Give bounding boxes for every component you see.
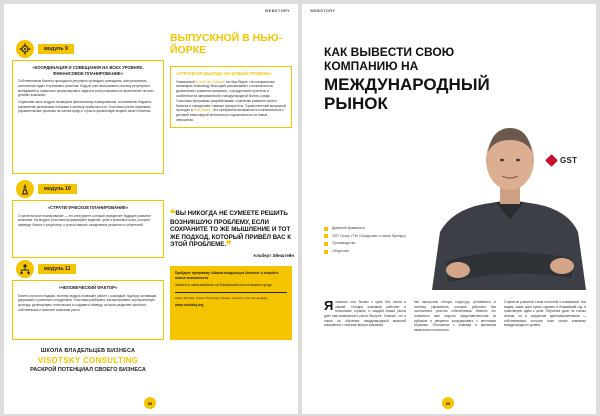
module11-header	[16, 260, 76, 278]
quote-open-icon: ❝	[170, 209, 176, 220]
logo-mark-icon	[545, 154, 558, 167]
module10-box	[12, 200, 164, 258]
user-icon	[324, 227, 328, 231]
person-info	[324, 226, 436, 257]
person-info-row: Общество	[324, 249, 436, 254]
running-header: WEBSTORY	[310, 8, 336, 13]
drop-cap: Я	[324, 298, 334, 313]
module11-text: Бизнес строится людьми, поэтому модуль посвящён работе с командой: подбору, мотивации, удержанию и развитию сотрудников. Участники разбирают, как выстраивать корпоративную культуру, делегировать полномочия и создавать команду, которая разделяет ценности собственника и помогает компании расти.	[18, 293, 158, 312]
ny-box-text: Уникальный «Level Up» тренинг на Нью-Йорке. На специальных семинарах Александр Высоцкий рассказывает о возможностях дальнейшего развития компании, о продуктовой стратегии и особенностях американской и международной бизнес-среды. Участники программы разрабатывают стратегию развития своего бизнеса и определяют главные приоритеты. Торжественный выпускной проходит в Нью-Йорке. Это прекрасная возможность познакомиться с деловой атмосферой мегаполиса и вдохновиться на новые свершения.	[176, 79, 286, 122]
promo-divider	[175, 292, 287, 293]
quote-text: ❝ВЫ НИКОГДА НЕ СУМЕЕТЕ РЕШИТЬ ВОЗНИКШУЮ ПРОБЛЕМУ, ЕСЛИ СОХРАНИТЕ ТО ЖЕ МЫШЛЕНИЕ И ТОТ ЖЕ ПОДХОД, КОТОРЫЙ ПРИВЁЛ ВАС К ЭТОЙ ПРОБЛЕМЕ.❞	[170, 209, 292, 252]
article-column-2: Мы выстроили чёткую структуру, регламенты и систему управления, которые работают без постоянного участия собственника. Именно это позволило нам открыть представительства за рубежом и уверенно конкурировать с местными игроками. Отношение к команде и финансам изменилось полностью.	[414, 300, 496, 332]
portrait-photo	[422, 112, 596, 290]
quote-block	[170, 210, 294, 258]
person-info-row: Производство	[324, 241, 436, 246]
module10-header	[16, 180, 77, 198]
running-header: WEBSTORY	[264, 8, 290, 13]
ny-box	[170, 66, 292, 128]
brand-name: VISOTSKY CONSULTING	[37, 356, 139, 365]
module11-box	[12, 280, 164, 340]
module10-text: Стратегическое планирование — это инструмент, который определяет будущее развитие компании. На модуле участники формулируют видение, цели и ключевые шаги, которые приведут бизнес к результату, и учатся сверять ежедневные решения со стратегией.	[18, 213, 151, 227]
right-page	[302, 4, 596, 414]
module9-paragraph: Собственникам бизнеса приходится регулярно проводить совещания, контролировать исполнение задач и принимать решения. Модуль учит выстраивать систему регулярного менеджмента, правильно формулировать задачи и контролировать их выполнение на всех уровнях компании.	[18, 79, 154, 98]
module10-title: «СТРАТЕГИЧЕСКОЕ ПЛАНИРОВАНИЕ»	[47, 205, 129, 210]
article-title-line2: МЕЖДУНАРОДНЫЙ РЫНОК	[324, 75, 490, 113]
location-icon	[324, 250, 328, 254]
industry-icon	[324, 242, 328, 246]
module9-badge: модуль 9	[38, 44, 74, 54]
left-page	[4, 4, 298, 414]
module11-badge: модуль 11	[38, 264, 76, 274]
page-number: 68	[144, 397, 156, 409]
quote-author: Альберт Эйнштейн	[253, 253, 294, 259]
promo-box	[170, 266, 292, 340]
company-icon	[324, 234, 328, 238]
module9-paragraph: Отдельная часть модуля посвящена финансовому планированию: составлению бюджета, управлению денежными потоками и анализу прибыльности. Участники учатся принимать управленческие решения на основе цифр и строить финансовую модель своего бизнеса.	[18, 99, 153, 114]
module10-badge: модуль 10	[38, 184, 77, 194]
promo-website-link[interactable]: www.visotsky.org	[175, 303, 204, 308]
page-number: 69	[442, 397, 454, 409]
company-logo	[547, 156, 577, 165]
module9-title: «КООРДИНАЦИЯ И СОВЕЩАНИЯ НА ВСЕХ УРОВНЯХ. ФИНАНСОВОЕ ПЛАНИРОВАНИЕ»	[32, 65, 144, 76]
promo-cities: Киев, Москва, Санкт-Петербург, Минск, Алматы, Ростов-на-Дону	[175, 295, 268, 300]
school-slogan: РАСКРОЙ ПОТЕНЦИАЛ СВОЕГО БИЗНЕСА	[30, 367, 146, 373]
person-hierarchy-icon	[16, 260, 34, 278]
module11-title: «ЧЕЛОВЕЧЕСКИЙ ФАКТОР»	[58, 285, 118, 290]
school-tagline	[12, 348, 164, 373]
ny-highlight: «Level Up» тренинг	[195, 79, 226, 84]
module9-header	[16, 40, 74, 58]
quote-close-icon: ❞	[226, 240, 232, 252]
module9-box	[12, 60, 164, 174]
person-info-row: Дмитрий Кравченко	[324, 226, 436, 231]
ny-highlight: Нью-Йорке	[193, 108, 211, 113]
school-name: ШКОЛА ВЛАДЕЛЬЦЕВ БИЗНЕСА	[40, 348, 136, 354]
article-column-1: Я начинал этот бизнес с нуля, без опыта и связей. Сегодня компания работает в нескольких странах, и каждый новый рынок даёт нам возможность расти быстрее. Главное, что я понял на обучении: международный масштаб начинается с системы внутри компании.	[324, 298, 406, 328]
module9-text	[18, 79, 158, 113]
promo-call: Звоните и записывайтесь на ближайший поток в вашем городе	[175, 283, 272, 288]
ny-box-title: «СТРАТЕГИЯ ВЫХОДА НА НОВЫЙ УРОВЕНЬ»	[176, 71, 272, 76]
person-info-row: GST Group (ТМ «Скидочки» и иные бренды)	[324, 234, 436, 239]
logo-text: GST	[560, 156, 578, 165]
promo-heading: Пройдите программу «Школа владельцев бизнеса» и откройте новые возможности	[175, 271, 279, 280]
chess-pieces-icon	[16, 180, 34, 198]
article-column-3: Стратегия развития стала понятной и измеримой. Мы видим, какие шаги нужно сделать в ближайший год, и планомерно идём к цели. Обучение дало не только знания, но и окружение единомышленников — собственников, которые тоже строят компании международного уровня.	[504, 300, 586, 328]
ny-section-title: ВЫПУСКНОЙ В НЬЮ-ЙОРКЕ	[170, 32, 283, 57]
article-title-line1: КАК ВЫВЕСТИ СВОЮ КОМПАНИЮ НА	[324, 45, 455, 73]
article-body	[324, 300, 586, 332]
gear-team-icon	[16, 40, 34, 58]
